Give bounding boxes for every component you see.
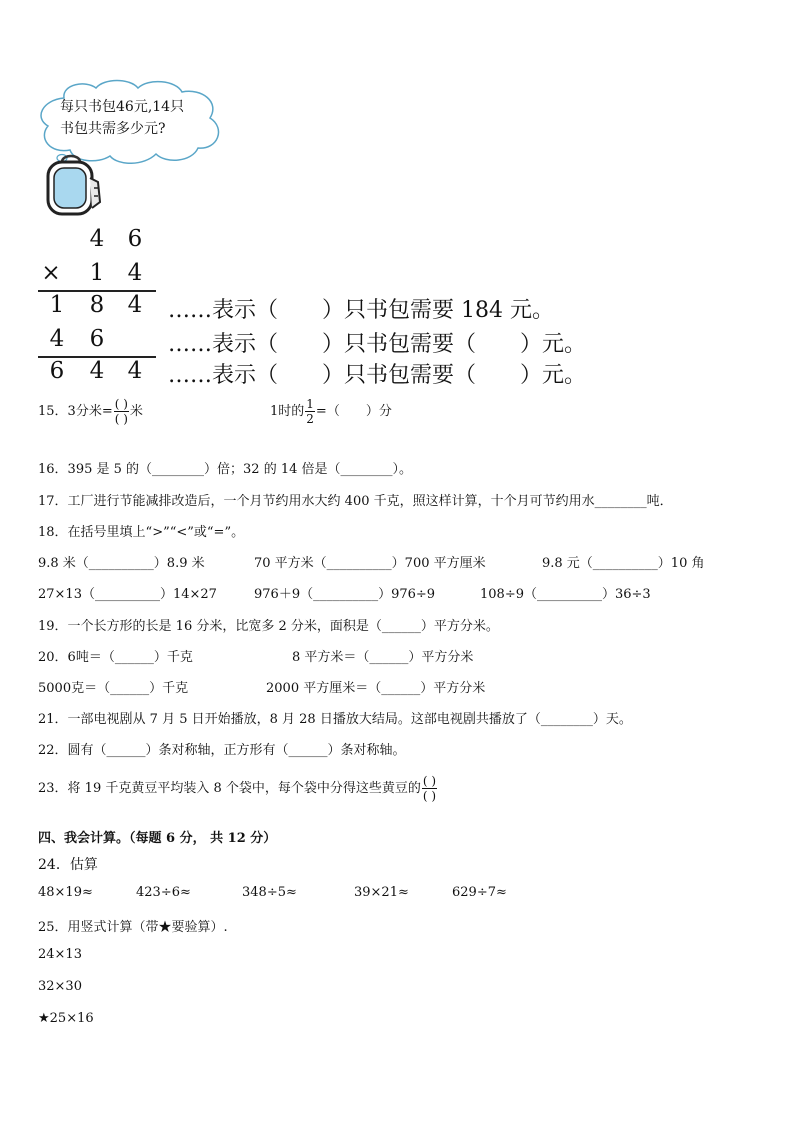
question-23 bbox=[38, 775, 438, 802]
question-19: 19．一个长方形的长是 16 分米，比宽多 2 分米，面积是（______）平方分米。 bbox=[38, 619, 499, 634]
question-24-title: 24．估算 bbox=[38, 857, 98, 873]
question-22: 22．圆有（______）条对称轴，正方形有（______）条对称轴。 bbox=[38, 743, 406, 758]
question-21: 21．一部电视剧从 7 月 5 日开始播放，8 月 28 日播放大结局。这部电视剧共播放了（________）天。 bbox=[38, 712, 632, 727]
digit: 1 bbox=[89, 260, 105, 286]
section-title: 四、我会计算。（每题 6 分， 共 12 分） bbox=[38, 831, 277, 846]
question-18-title: 18．在括号里填上“>”“<”或“=”。 bbox=[38, 525, 245, 540]
q20-item: 5000克＝（______）千克 bbox=[38, 681, 189, 696]
backpack-icon bbox=[40, 152, 106, 218]
digit: 6 bbox=[89, 326, 105, 352]
q18-item: 70 平方米（__________）700 平方厘米 bbox=[254, 556, 486, 571]
q20-item: 2000 平方厘米＝（______）平方分米 bbox=[266, 681, 486, 696]
q18-item: 9.8 元（__________）10 角 bbox=[542, 556, 705, 571]
calc-item: ★25×16 bbox=[38, 1011, 94, 1026]
q23-text: 23．将 19 千克黄豆平均装入 8 个袋中，每个袋中分得这些黄豆的 bbox=[38, 781, 421, 796]
q20-item: 20．6吨＝（______）千克 bbox=[38, 650, 193, 665]
digit: 6 bbox=[127, 226, 143, 252]
q15-b-prefix: 1时的 bbox=[270, 404, 305, 419]
fraction bbox=[114, 398, 129, 425]
fraction bbox=[305, 398, 315, 425]
q18-item: 108÷9（__________）36÷3 bbox=[480, 587, 651, 602]
question-16: 16．395 是 5 的（________）倍；32 的 14 倍是（________）。 bbox=[38, 462, 413, 477]
estimate-item: 348÷5≈ bbox=[242, 885, 297, 900]
digit: 4 bbox=[89, 226, 105, 252]
estimate-item: 39×21≈ bbox=[354, 885, 409, 900]
q18-item: 9.8 米（__________）8.9 米 bbox=[38, 556, 205, 571]
q15-a-prefix: 15．3分米= bbox=[38, 404, 113, 419]
question-25-title: 25．用竖式计算（带★要验算）. bbox=[38, 920, 228, 935]
bubble-line-2: 书包共需多少元? bbox=[60, 121, 166, 137]
digit: 4 bbox=[127, 358, 143, 384]
digit: 8 bbox=[89, 292, 105, 318]
digit: 4 bbox=[89, 358, 105, 384]
digit: 1 bbox=[49, 292, 65, 318]
bubble-line-1: 每只书包46元,14只 bbox=[60, 99, 185, 115]
denominator: 2 bbox=[306, 412, 314, 426]
question-15-b bbox=[270, 398, 392, 425]
q15-b-suffix: =（ ）分 bbox=[315, 404, 392, 419]
denominator: ( ) bbox=[422, 789, 437, 803]
digit: 6 bbox=[49, 358, 65, 384]
digit: 4 bbox=[127, 292, 143, 318]
estimate-item: 48×19≈ bbox=[38, 885, 93, 900]
note-2: ……表示（ ）只书包需要（ ）元。 bbox=[168, 332, 587, 357]
calc-item: 32×30 bbox=[38, 979, 82, 994]
estimate-item: 423÷6≈ bbox=[136, 885, 191, 900]
numerator: ( ) bbox=[422, 774, 437, 788]
calc-item: 24×13 bbox=[38, 947, 82, 962]
q18-item: 976＋9（__________）976÷9 bbox=[254, 587, 436, 602]
note-3: ……表示（ ）只书包需要（ ）元。 bbox=[168, 363, 587, 388]
question-15 bbox=[38, 398, 143, 425]
numerator: ( ) bbox=[114, 397, 128, 411]
note-1: ……表示（ ）只书包需要 184 元。 bbox=[168, 298, 554, 323]
times-sign: × bbox=[41, 260, 61, 286]
q18-item: 27×13（__________）14×27 bbox=[38, 587, 217, 602]
q20-item: 8 平方米＝（______）平方分米 bbox=[292, 650, 474, 665]
numerator: 1 bbox=[306, 397, 314, 411]
digit: 4 bbox=[49, 326, 65, 352]
question-17: 17．工厂进行节能减排改造后，一个月节约用水大约 400 千克，照这样计算，十个月可节约用水________吨． bbox=[38, 494, 673, 509]
q15-a-suffix: 米 bbox=[129, 404, 143, 419]
denominator: ( ) bbox=[114, 412, 128, 426]
digit: 4 bbox=[127, 260, 143, 286]
fraction bbox=[422, 775, 437, 802]
estimate-item: 629÷7≈ bbox=[452, 885, 507, 900]
